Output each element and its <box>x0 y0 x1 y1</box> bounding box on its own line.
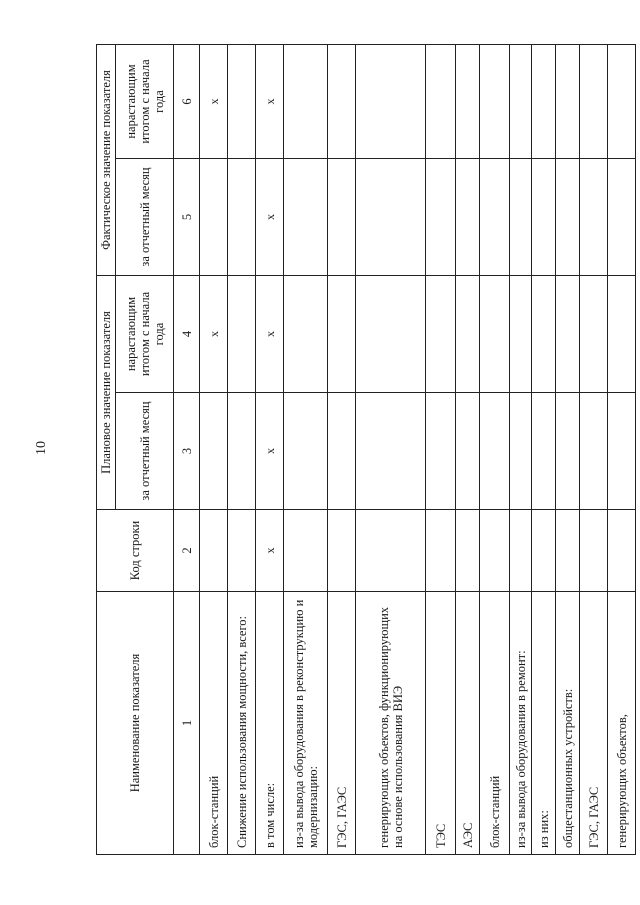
row-value-cell <box>456 44 480 158</box>
indicator-table <box>96 44 636 855</box>
row-value-cell <box>580 393 608 510</box>
row-value-cell <box>480 44 510 158</box>
row-value-cell <box>456 276 480 393</box>
row-value-cell <box>284 159 328 276</box>
row-value-cell <box>426 159 456 276</box>
row-name-cell: блок-станций <box>480 592 510 855</box>
row-name-cell: ТЭС <box>426 592 456 855</box>
row-value-cell <box>284 276 328 393</box>
row-value-cell <box>228 276 256 393</box>
row-value-cell <box>356 44 426 158</box>
table-row <box>328 44 356 854</box>
column-number: 6 <box>174 44 200 158</box>
row-value-cell <box>328 510 356 592</box>
row-value-cell <box>580 510 608 592</box>
row-value-cell <box>510 276 532 393</box>
row-value-cell <box>426 510 456 592</box>
row-value-cell <box>510 159 532 276</box>
row-value-cell <box>510 44 532 158</box>
row-value-cell <box>426 44 456 158</box>
table-row <box>284 44 328 854</box>
row-value-cell <box>456 510 480 592</box>
row-value-cell <box>228 393 256 510</box>
row-value-cell <box>608 44 636 158</box>
header-code: Код строки <box>97 510 174 592</box>
row-value-cell <box>608 276 636 393</box>
row-value-cell <box>328 393 356 510</box>
header-fact-cumulative: нарастающим итогом с начала года <box>116 44 174 158</box>
row-value-cell <box>608 393 636 510</box>
row-value-cell <box>200 159 228 276</box>
row-value-cell: х <box>200 276 228 393</box>
header-plan-group: Плановое значение показателя <box>97 276 116 510</box>
row-name-cell: генерирующих объектов, <box>608 592 636 855</box>
row-value-cell <box>556 393 580 510</box>
row-value-cell <box>426 276 456 393</box>
table-row <box>556 44 580 854</box>
header-plan-month: за отчетный месяц <box>116 393 174 510</box>
row-name-cell: генерирующих объектов, функционирующих на основе использования ВИЭ <box>356 592 426 855</box>
row-name-cell: блок-станций <box>200 592 228 855</box>
row-value-cell <box>328 159 356 276</box>
row-value-cell <box>356 276 426 393</box>
column-number: 1 <box>174 592 200 855</box>
row-value-cell <box>510 393 532 510</box>
row-value-cell <box>328 44 356 158</box>
row-value-cell <box>556 276 580 393</box>
row-value-cell <box>426 393 456 510</box>
table-row <box>532 44 556 854</box>
row-value-cell <box>456 393 480 510</box>
header-fact-month: за отчетный месяц <box>116 159 174 276</box>
table-row <box>256 44 284 854</box>
row-value-cell <box>532 159 556 276</box>
row-value-cell <box>532 393 556 510</box>
row-value-cell <box>480 276 510 393</box>
row-name-cell: из них: <box>532 592 556 855</box>
column-number: 4 <box>174 276 200 393</box>
row-name-cell: из-за вывода оборудования в реконструкцию и модернизацию: <box>284 592 328 855</box>
table-row <box>426 44 456 854</box>
row-name-cell: общестанционных устройств: <box>556 592 580 855</box>
table-row <box>580 44 608 854</box>
row-value-cell <box>580 276 608 393</box>
row-name-cell: Снижение использования мощности, всего: <box>228 592 256 855</box>
row-value-cell <box>328 276 356 393</box>
table-row <box>608 44 636 854</box>
column-number: 3 <box>174 393 200 510</box>
header-name: Наименование показателя <box>97 592 174 855</box>
column-number: 5 <box>174 159 200 276</box>
row-value-cell: х <box>256 159 284 276</box>
table-row <box>510 44 532 854</box>
table-row <box>456 44 480 854</box>
row-value-cell <box>480 393 510 510</box>
row-value-cell <box>284 393 328 510</box>
row-value-cell <box>200 393 228 510</box>
row-value-cell <box>532 276 556 393</box>
row-name-cell: в том числе: <box>256 592 284 855</box>
page-number: 10 <box>34 441 49 455</box>
row-value-cell: х <box>256 276 284 393</box>
row-value-cell <box>510 510 532 592</box>
row-value-cell <box>556 159 580 276</box>
row-value-cell <box>608 510 636 592</box>
row-value-cell <box>228 44 256 158</box>
row-value-cell <box>284 510 328 592</box>
row-value-cell <box>356 159 426 276</box>
row-value-cell <box>532 44 556 158</box>
row-value-cell <box>556 44 580 158</box>
row-value-cell <box>480 159 510 276</box>
header-fact-group: Фактическое значение показателя <box>97 44 116 275</box>
table-row <box>200 44 228 854</box>
header-plan-cumulative: нарастающим итогом с начала года <box>116 276 174 393</box>
table-row <box>480 44 510 854</box>
row-value-cell <box>456 159 480 276</box>
row-value-cell <box>580 44 608 158</box>
row-value-cell <box>480 510 510 592</box>
row-value-cell <box>608 159 636 276</box>
row-name-cell: ГЭС, ГАЭС <box>580 592 608 855</box>
row-value-cell: х <box>200 44 228 158</box>
row-name-cell: АЭС <box>456 592 480 855</box>
row-value-cell <box>580 159 608 276</box>
row-value-cell <box>200 510 228 592</box>
row-value-cell <box>532 510 556 592</box>
row-value-cell <box>556 510 580 592</box>
form-table-container <box>96 45 629 855</box>
column-number: 2 <box>174 510 200 592</box>
table-row <box>228 44 256 854</box>
row-value-cell: х <box>256 44 284 158</box>
row-value-cell: х <box>256 393 284 510</box>
row-value-cell <box>356 510 426 592</box>
row-name-cell: ГЭС, ГАЭС <box>328 592 356 855</box>
table-row <box>356 44 426 854</box>
row-value-cell <box>228 159 256 276</box>
row-value-cell <box>228 510 256 592</box>
row-name-cell: из-за вывода оборудования в ремонт: <box>510 592 532 855</box>
row-value-cell <box>284 44 328 158</box>
row-value-cell <box>356 393 426 510</box>
row-value-cell: х <box>256 510 284 592</box>
